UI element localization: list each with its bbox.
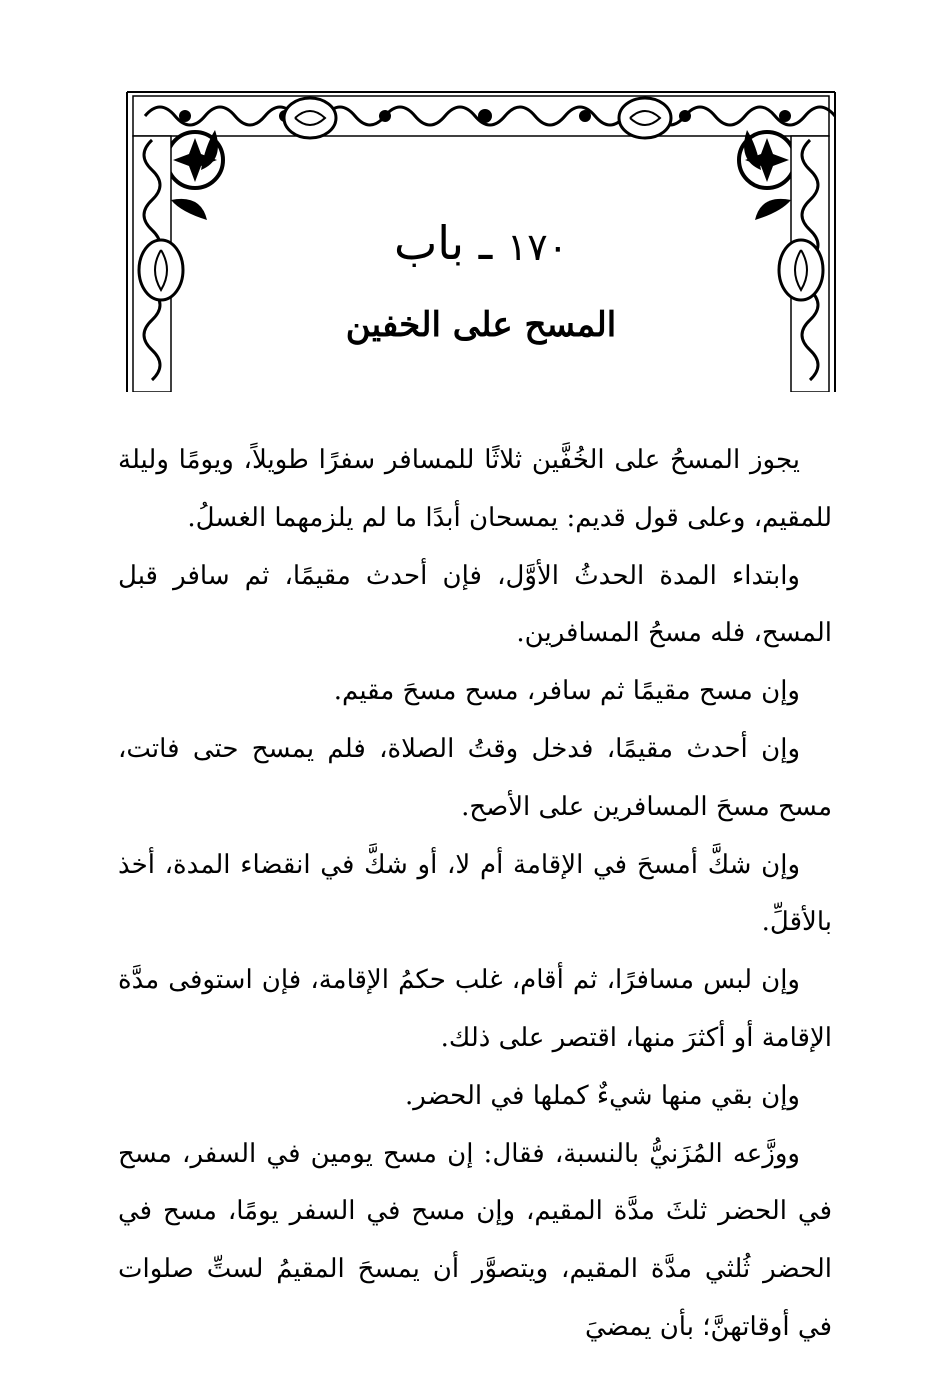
paragraph: وابتداء المدة الحدثُ الأوَّل، فإن أحدث مقيمًا، ثم سافر قبل المسح، فله مسحُ المسافرين.: [118, 560, 832, 649]
chapter-word: باب: [393, 216, 465, 270]
chapter-number: ١٧٠: [506, 225, 569, 269]
paragraph: يجوز المسحُ على الخُفَّين ثلاثًا للمسافر سفرًا طويلاً، ويومًا وليلة للمقيم، وعلى قول قديم: يمسحان أبدًا ما لم يلزمهما الغسلُ.: [118, 445, 832, 533]
paragraph: وإن لبس مسافرًا، ثم أقام، غلب حكمُ الإقامة، فإن استوفى مدَّة الإقامة أو أكثرَ منها، اقتصر على ذلك.: [118, 965, 832, 1053]
chapter-subtitle: المسح على الخفين: [345, 305, 617, 345]
paragraph: وإن مسح مقيمًا ثم سافر، مسح مسحَ مقيم.: [333, 676, 800, 707]
body-text: [118, 432, 832, 1357]
chapter-separator: ـ: [464, 216, 507, 270]
paragraph: وإن أحدث مقيمًا، فدخل وقتُ الصلاة، فلم يمسح حتى فاتت، مسح مسحَ المسافرين على الأصح.: [118, 733, 832, 822]
paragraph: وإن بقي منها شيءٌ كملها في الحضر.: [405, 1080, 800, 1111]
chapter-title: [125, 208, 837, 282]
paragraph: ووزَّعه المُزَنيُّ بالنسبة، فقال: إن مسح يومين في السفر، مسح في الحضر ثلثَ مدَّة المقيم، وإن مسح في السفر يومًا، مسح في الحضر ثُلثي مدَّة المقيم، ويتصوَّر أن يمسحَ المقيمُ لستِّ صلوات في أوقاتهنَّ؛ بأن يمضيَ: [118, 1138, 832, 1342]
paragraph: وإن شكَّ أمسحَ في الإقامة أم لا، أو شكَّ في انقضاء المدة، أخذ بالأقلِّ.: [118, 849, 832, 938]
